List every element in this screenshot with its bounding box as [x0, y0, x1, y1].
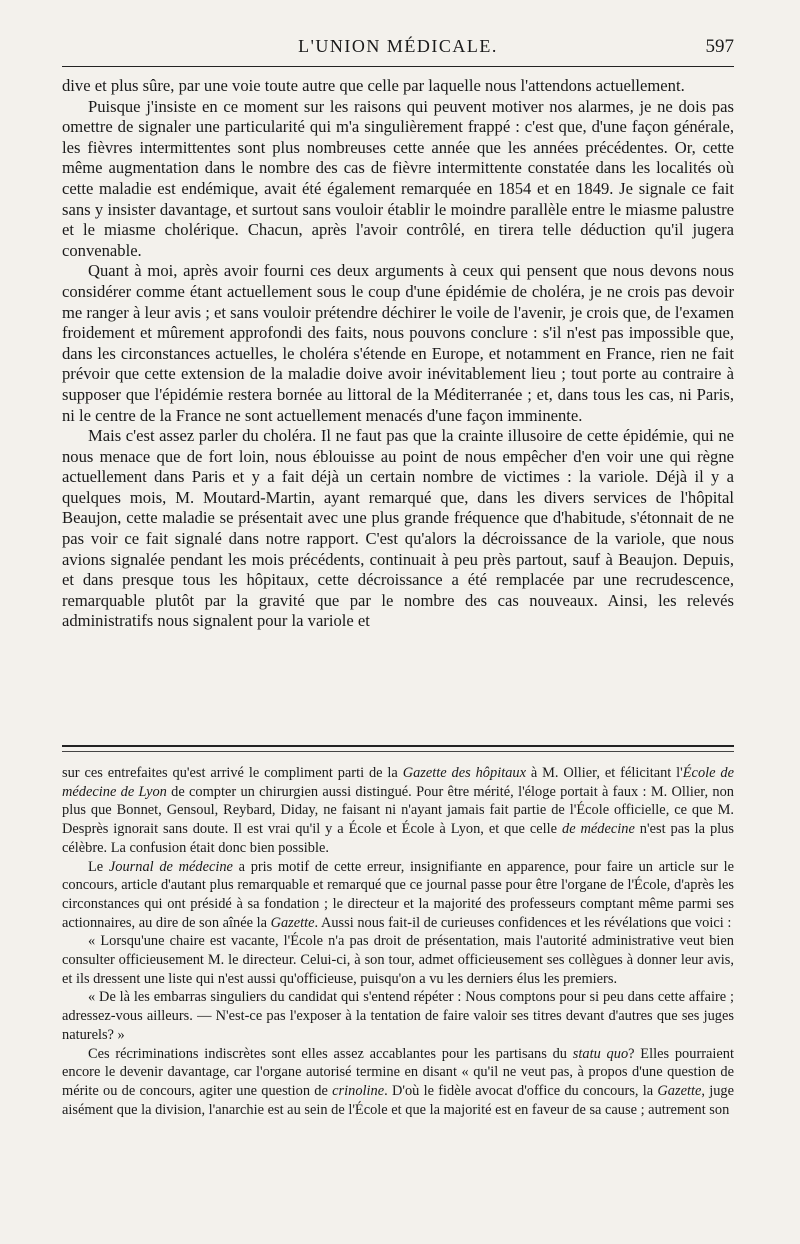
footnote-separator-rule	[62, 745, 734, 747]
paragraph: Puisque j'insiste en ce moment sur les raisons qui peuvent motiver nos alarmes, je ne dois pas omettre de signaler une particularité qui m'a singulièrement frappé : c'est que, d'une façon générale, les fièvres intermittentes sont plus nombreuses cette année que les années précédentes. Or, cette même augmentation dans le nombre des cas de fièvre intermittente constatée dans les localités où cette maladie est endémique, avait été également remarquée en 1854 et en 1849. Je signale ce fait sans y insister davantage, et surtout sans vouloir établir le moindre parallèle entre le miasme palustre et le miasme cholérique. Chacun, après l'avoir contrôlé, en tirera telle déduction qu'il jugera convenable.	[62, 96, 734, 260]
header-rule	[62, 66, 734, 67]
footnote-paragraph: Le Journal de médecine a pris motif de cette erreur, insignifiante en apparence, pour faire un article sur le concours, article d'autant plus remarquable et remarqué que ce journal passe pour être l'organe de l'École, d'après les circonstances qui ont présidé à sa fondation ; le directeur et la majorité des professeurs comptant même parmi ses actionnaires, au dire de son aînée la Gazette. Aussi nous fait-il de curieuses confidences et les révélations que voici :	[62, 858, 734, 931]
italic-text: École de médecine de Lyon	[62, 765, 734, 800]
footnote-paragraph: « Lorsqu'une chaire est vacante, l'École n'a pas droit de présentation, mais l'autorité administrative veut bien consulter officieusement M. le directeur. Celui-ci, à son tour, admet officieusement ses collègues à donner leur avis, et ils dressent une liste qui n'est aussi qu'officieuse, puisqu'on a vu les derniers élus les premiers.	[62, 933, 734, 987]
italic-text: Gazette des hôpitaux	[402, 765, 526, 781]
journal-title: L'UNION MÉDICALE.	[298, 36, 498, 56]
paragraph: Mais c'est assez parler du choléra. Il ne faut pas que la crainte illusoire de cette épidémie, qui ne nous menace que de fort loin, nous éblouisse au point de nous empêcher d'en voir une qui règne actuellement dans Paris et y a fait déjà un certain nombre de victimes : la variole. Déjà il y a quelques mois, M. Moutard-Martin, ayant remarqué que, dans les divers services de l'hôpital Beaujon, cette maladie se présentait avec une plus grande fréquence que d'habitude, s'étonnait de ne pas voir ce fait signalé dans notre rapport. C'est qu'alors la décroissance de la variole, que nous avions signalée pendant les mois précédents, continuait à peu près partout, sauf à Beaujon. Depuis, et dans presque tous les hôpitaux, cette décroissance a été remplacée par une recrudescence, remarquable plutôt par la gravité que par le nombre des cas nouveaux. Ainsi, les relevés administratifs nous signalent pour la variole et	[62, 426, 734, 631]
paragraph: dive et plus sûre, par une voie toute autre que celle par laquelle nous l'attendons actuellement.	[62, 76, 685, 95]
italic-text: Gazette	[657, 1082, 702, 1099]
italic-text: crinoline	[332, 1082, 385, 1099]
italic-text: statu quo	[572, 1045, 629, 1062]
footnote-paragraph: « De là les embarras singuliers du candidat qui s'entend répéter : Nous comptons pour si peu dans cette affaire ; adressez-vous ailleurs. — N'est-ce pas l'exposer à la tentation de faire valoir ses titres devant d'autres que ses juges naturels? »	[62, 989, 734, 1043]
main-text	[62, 76, 734, 632]
italic-text: Journal de médecine	[108, 858, 233, 875]
italic-text: Gazette	[270, 914, 315, 931]
footnote-paragraph: Ces récriminations indiscrètes sont elles assez accablantes pour les partisans du statu quo? Elles pourraient encore le devenir davantage, car l'organe autorisé termine en disant « qu'il ne veut pas, à propos d'une question de mérite ou de concours, agiter une question de crinoline. D'où le fidèle avocat d'office du concours, la Gazette, juge aisément que la division, l'anarchie est au sein de l'École et que la majorité est en faveur de sa cause ; autrement son	[62, 1045, 735, 1118]
running-header	[62, 36, 734, 60]
footnote-separator-rule-thin	[62, 751, 734, 752]
feuilleton-text	[62, 764, 734, 1119]
italic-text: de médecine	[562, 821, 635, 838]
paragraph: Quant à moi, après avoir fourni ces deux arguments à ceux qui pensent que nous devons nous considérer comme étant actuellement sous le coup d'une épidémie de choléra, je ne crois pas devoir me ranger à leur avis ; et sans vouloir prétendre déchirer le voile de l'avenir, je crois que, de l'examen froidement et mûrement approfondi des faits, nous pouvons conclure : s'il n'est pas impossible que, dans les circonstances actuelles, le choléra s'étende en Europe, et notamment en France, rien ne fait prévoir que cette extension de la maladie doive avoir inévitablement lieu ; tout porte au contraire à supposer que l'épidémie restera bornée au littoral de la Méditerranée ; et, dans tous les cas, ni Paris, ni le centre de la France ne sont actuellement menacés d'une façon imminente.	[62, 261, 735, 425]
page-number: 597	[705, 36, 734, 57]
footnote-paragraph: sur ces entrefaites qu'est arrivé le compliment parti de la Gazette des hôpitaux à M. Ollier, et félicitant l'École de médecine de Lyon de compter un chirurgien aussi distingué. Pour être mérité, l'éloge portait à faux : M. Ollier, non plus que Bonnet, Gensoul, Reybard, Diday, ne faisant ni n'ayant jamais fait partie de l'École officielle, ce que M. Desprès ignorait sans doute. Il est vrai qu'il y a École et École à Lyon, et que celle de médecine n'est pas la plus célèbre. La confusion était donc bien possible.	[62, 765, 734, 856]
